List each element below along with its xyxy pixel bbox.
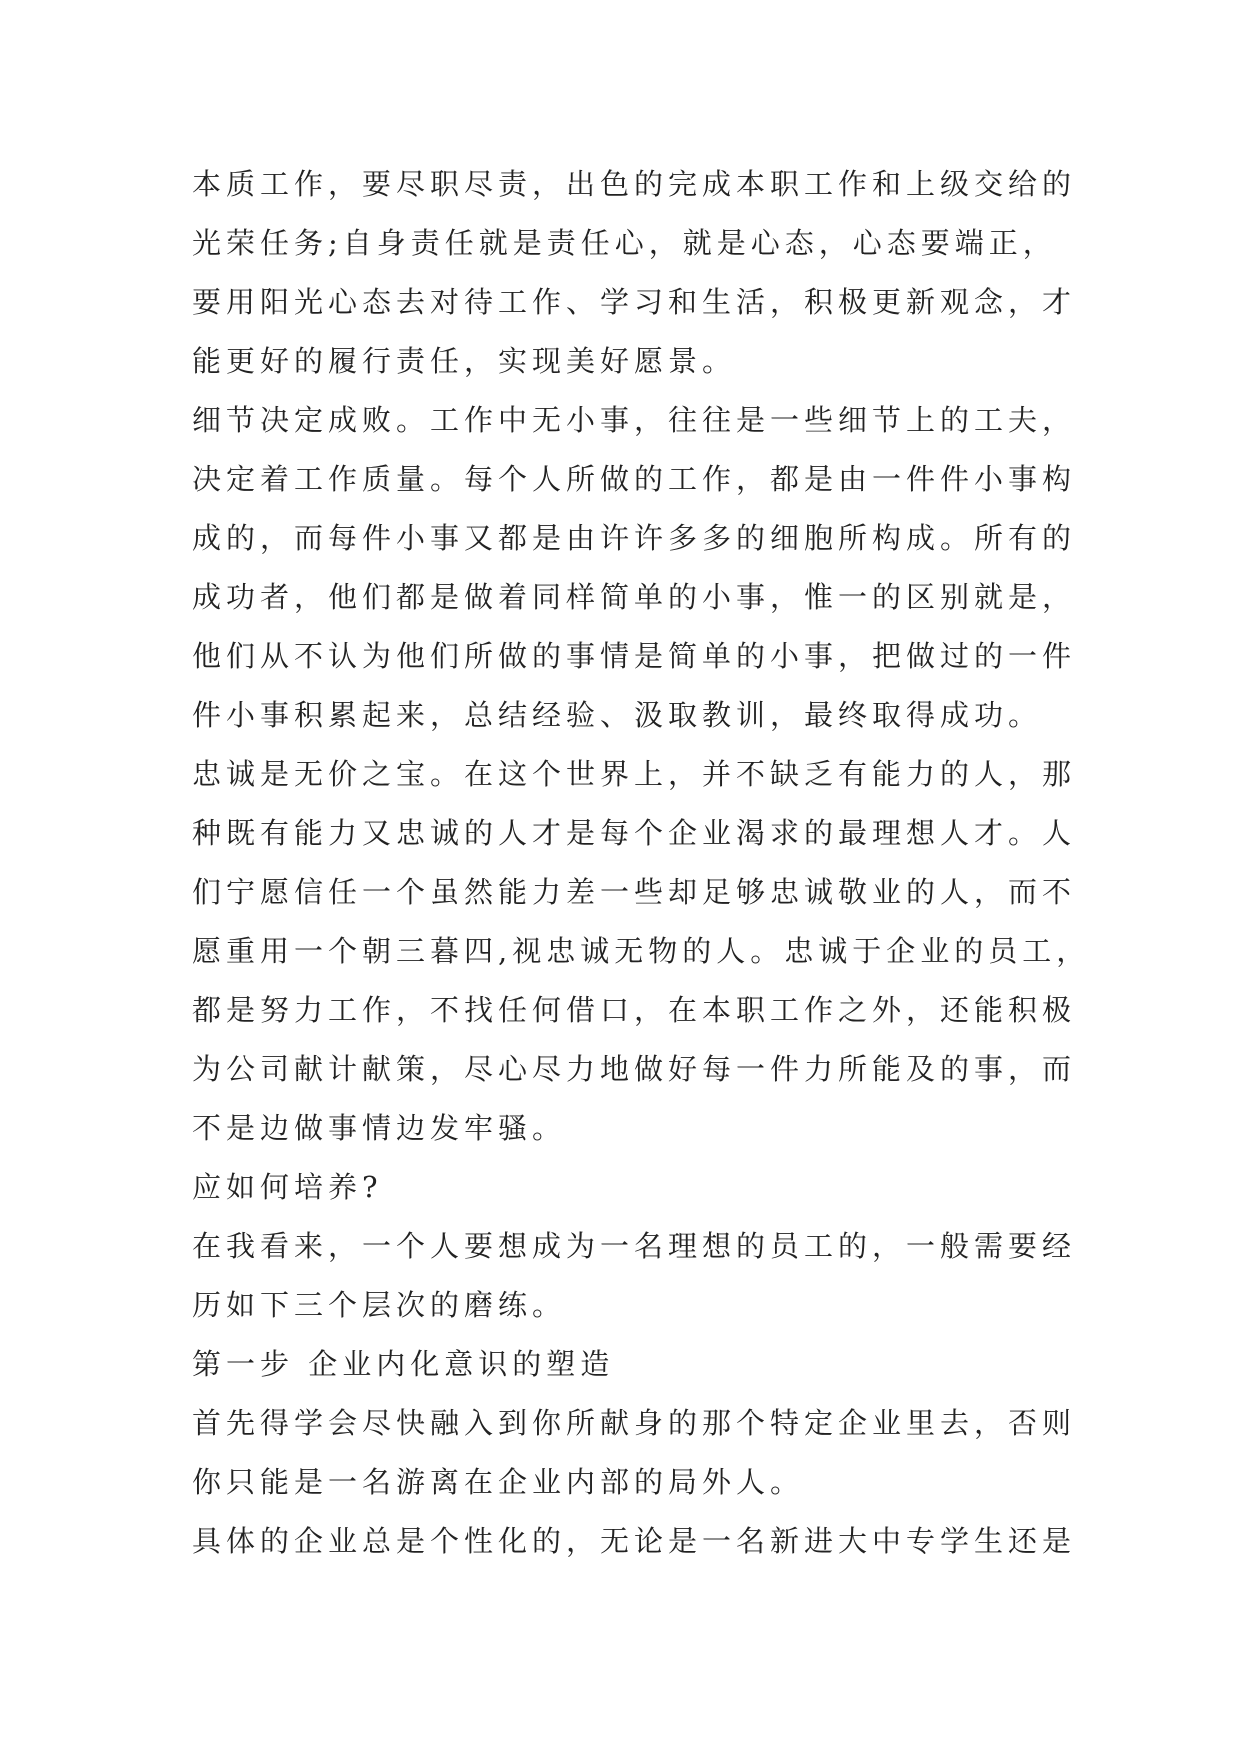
text-line: 历如下三个层次的磨练。 (192, 1288, 567, 1322)
text-line: 要用阳光心态去对待工作、学习和生活，积极更新观念，才 (192, 285, 1077, 319)
text-line: 忠诚是无价之宝。在这个世界上，并不缺乏有能力的人，那 (192, 757, 1077, 791)
text-line: 为公司献计献策，尽心尽力地做好每一件力所能及的事，而 (192, 1052, 1077, 1086)
text-line: 他们从不认为他们所做的事情是简单的小事，把做过的一件 (192, 639, 1077, 673)
text-line: 件小事积累起来，总结经验、汲取教训，最终取得成功。 (192, 698, 1043, 732)
text-line: 在我看来，一个人要想成为一名理想的员工的，一般需要经 (192, 1229, 1077, 1263)
text-line: 细节决定成败。工作中无小事，往往是一些细节上的工夫， (192, 403, 1077, 437)
text-line: 光荣任务;自身责任就是责任心，就是心态，心态要端正， (192, 226, 1057, 260)
text-line: 能更好的履行责任，实现美好愿景。 (192, 344, 737, 378)
text-line: 们宁愿信任一个虽然能力差一些却足够忠诚敬业的人，而不 (192, 875, 1077, 909)
text-line: 具体的企业总是个性化的，无论是一名新进大中专学生还是 (192, 1524, 1077, 1558)
section-question: 应如何培养? (192, 1170, 383, 1204)
step-heading: 第一步 企业内化意识的塑造 (192, 1347, 615, 1381)
text-line: 本质工作，要尽职尽责，出色的完成本职工作和上级交给的 (192, 167, 1077, 201)
text-line: 首先得学会尽快融入到你所献身的那个特定企业里去，否则 (192, 1406, 1077, 1440)
text-line: 你只能是一名游离在企业内部的局外人。 (192, 1465, 805, 1499)
text-line: 成功者，他们都是做着同样简单的小事，惟一的区别就是， (192, 580, 1077, 614)
document-body (192, 155, 1091, 1571)
text-line: 愿重用一个朝三暮四,视忠诚无物的人。忠诚于企业的员工， (192, 934, 1091, 968)
text-line: 成的，而每件小事又都是由许许多多的细胞所构成。所有的 (192, 521, 1077, 555)
text-line: 决定着工作质量。每个人所做的工作，都是由一件件小事构 (192, 462, 1077, 496)
text-line: 不是边做事情边发牢骚。 (192, 1111, 567, 1145)
text-line: 种既有能力又忠诚的人才是每个企业渴求的最理想人才。人 (192, 816, 1077, 850)
text-line: 都是努力工作，不找任何借口，在本职工作之外，还能积极 (192, 993, 1077, 1027)
